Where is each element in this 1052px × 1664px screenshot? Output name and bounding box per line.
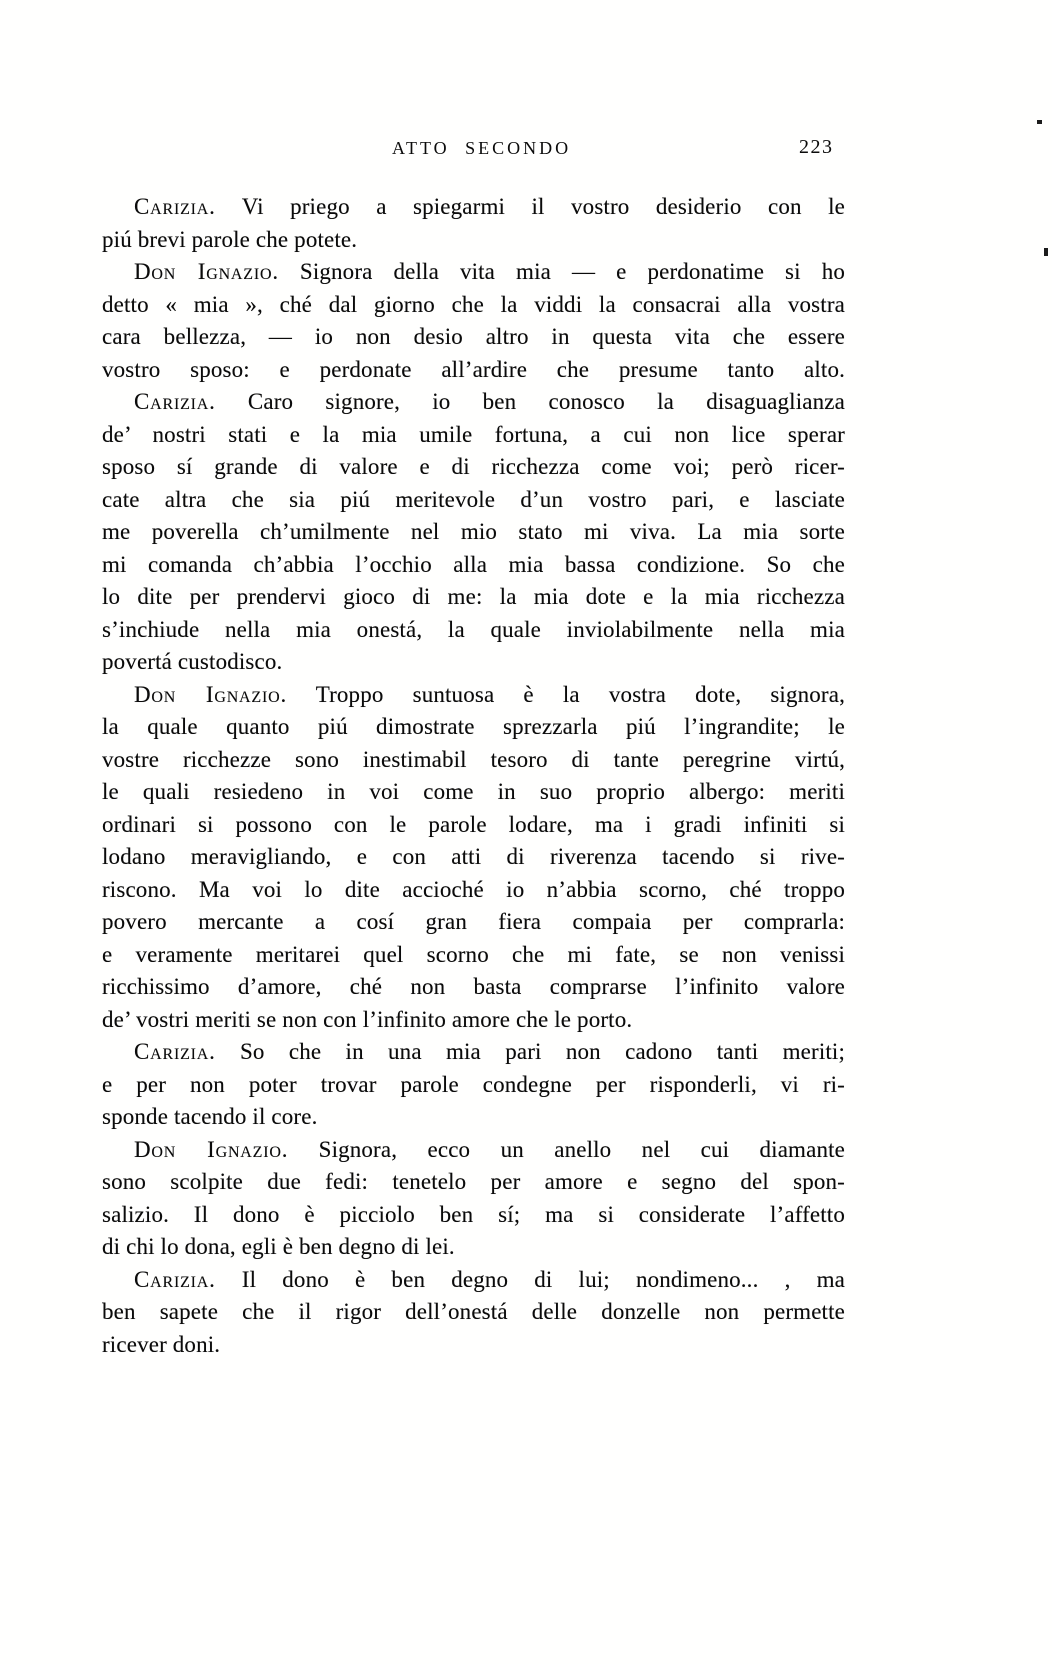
text-line: ricchissimo d’amore, ché non basta comprarse l’infinito valore xyxy=(102,974,845,999)
page-number: 223 xyxy=(799,136,834,158)
speaker-name: Don Ignazio. xyxy=(134,1136,289,1162)
text-line: Carizia. Caro signore, io ben conosco la disaguaglianza xyxy=(134,389,845,414)
text-line: ben sapete che il rigor dell’onestá delle donzelle non permette xyxy=(102,1299,845,1324)
text-line: vostre ricchezze sono inestimabil tesoro di tante peregrine virtú, xyxy=(102,746,845,772)
running-title: ATTO SECONDO xyxy=(392,138,572,158)
text-line: cara bellezza, — io non desio altro in questa vita che essere xyxy=(102,324,845,349)
text-block xyxy=(102,191,845,1361)
speaker-name: Carizia. xyxy=(134,1266,216,1292)
text-line: detto « mia », ché dal giorno che la viddi la consacrai alla vostra xyxy=(102,291,845,317)
text-line: Carizia. So che in una mia pari non cadono tanti meriti; xyxy=(134,1039,845,1064)
text-line: me poverella ch’umilmente nel mio stato mi viva. La mia sorte xyxy=(102,519,845,544)
text-line: Don Ignazio. Signora, ecco un anello nel cui diamante xyxy=(134,1136,845,1162)
text-line: riscono. Ma voi lo dite accioché io n’abbia scorno, ché troppo xyxy=(102,876,845,902)
text-line: e veramente meritarei quel scorno che mi fate, se non venissi xyxy=(102,941,845,967)
speaker-name: Don Ignazio. xyxy=(134,681,288,707)
text-line: s’inchiude nella mia onestá, la quale inviolabilmente nella mia xyxy=(102,616,845,642)
text-line: vostro sposo: e perdonate all’ardire che presume tanto alto. xyxy=(102,356,845,382)
text-line: de’ nostri stati e la mia umile fortuna, a cui non lice sperar xyxy=(102,421,845,447)
speaker-name: Carizia. xyxy=(134,194,216,219)
text-line: sposo sí grande di valore e di ricchezza come voi; però ricer- xyxy=(102,454,845,479)
text-line: de’ vostri meriti se non con l’infinito amore che le porto. xyxy=(102,1006,633,1032)
text-line: sono scolpite due fedi: tenetelo per amore e segno del spon- xyxy=(102,1169,845,1194)
text-line: Don Ignazio. Troppo suntuosa è la vostra dote, signora, xyxy=(134,681,845,707)
text-line: la quale quanto piú dimostrate sprezzarla piú l’ingrandite; le xyxy=(102,714,845,739)
text-line: sponde tacendo il core. xyxy=(102,1104,318,1129)
text-line: lo dite per prendervi gioco di me: la mia dote e la mia ricchezza xyxy=(102,584,845,609)
speaker-name: Carizia. xyxy=(134,1039,216,1064)
text-line: le quali resiedeno in voi come in suo proprio albergo: meriti xyxy=(102,779,845,804)
text-line: Carizia. Vi priego a spiegarmi il vostro desiderio con le xyxy=(134,194,845,219)
speaker-name: Don Ignazio. xyxy=(134,259,279,284)
text-line: cate altra che sia piú meritevole d’un vostro pari, e lasciate xyxy=(102,486,845,512)
text-line: piú brevi parole che potete. xyxy=(102,226,358,252)
text-line: Carizia. Il dono è ben degno di lui; nondimeno... , ma xyxy=(134,1266,845,1292)
text-line: e per non poter trovar parole condegne per risponderli, vi ri- xyxy=(102,1071,845,1097)
scan-speck xyxy=(1037,120,1042,124)
text-line: Don Ignazio. Signora della vita mia — e perdonatime si ho xyxy=(134,259,845,284)
text-line: mi comanda ch’abbia l’occhio alla mia bassa condizione. So che xyxy=(102,551,845,577)
text-line: ricever doni. xyxy=(102,1331,221,1357)
text-line: povertá custodisco. xyxy=(102,649,283,674)
text-line: povero mercante a cosí gran fiera compaia per comprarla: xyxy=(102,909,845,934)
text-line: salizio. Il dono è picciolo ben sí; ma si considerate l’affetto xyxy=(102,1201,845,1227)
speaker-name: Carizia. xyxy=(134,389,216,414)
text-line: di chi lo dona, egli è ben degno di lei. xyxy=(102,1234,455,1259)
text-line: lodano meravigliando, e con atti di riverenza tacendo si rive- xyxy=(102,844,845,869)
text-line: ordinari si possono con le parole lodare, ma i gradi infiniti si xyxy=(102,811,845,837)
scan-speck xyxy=(1044,248,1048,256)
